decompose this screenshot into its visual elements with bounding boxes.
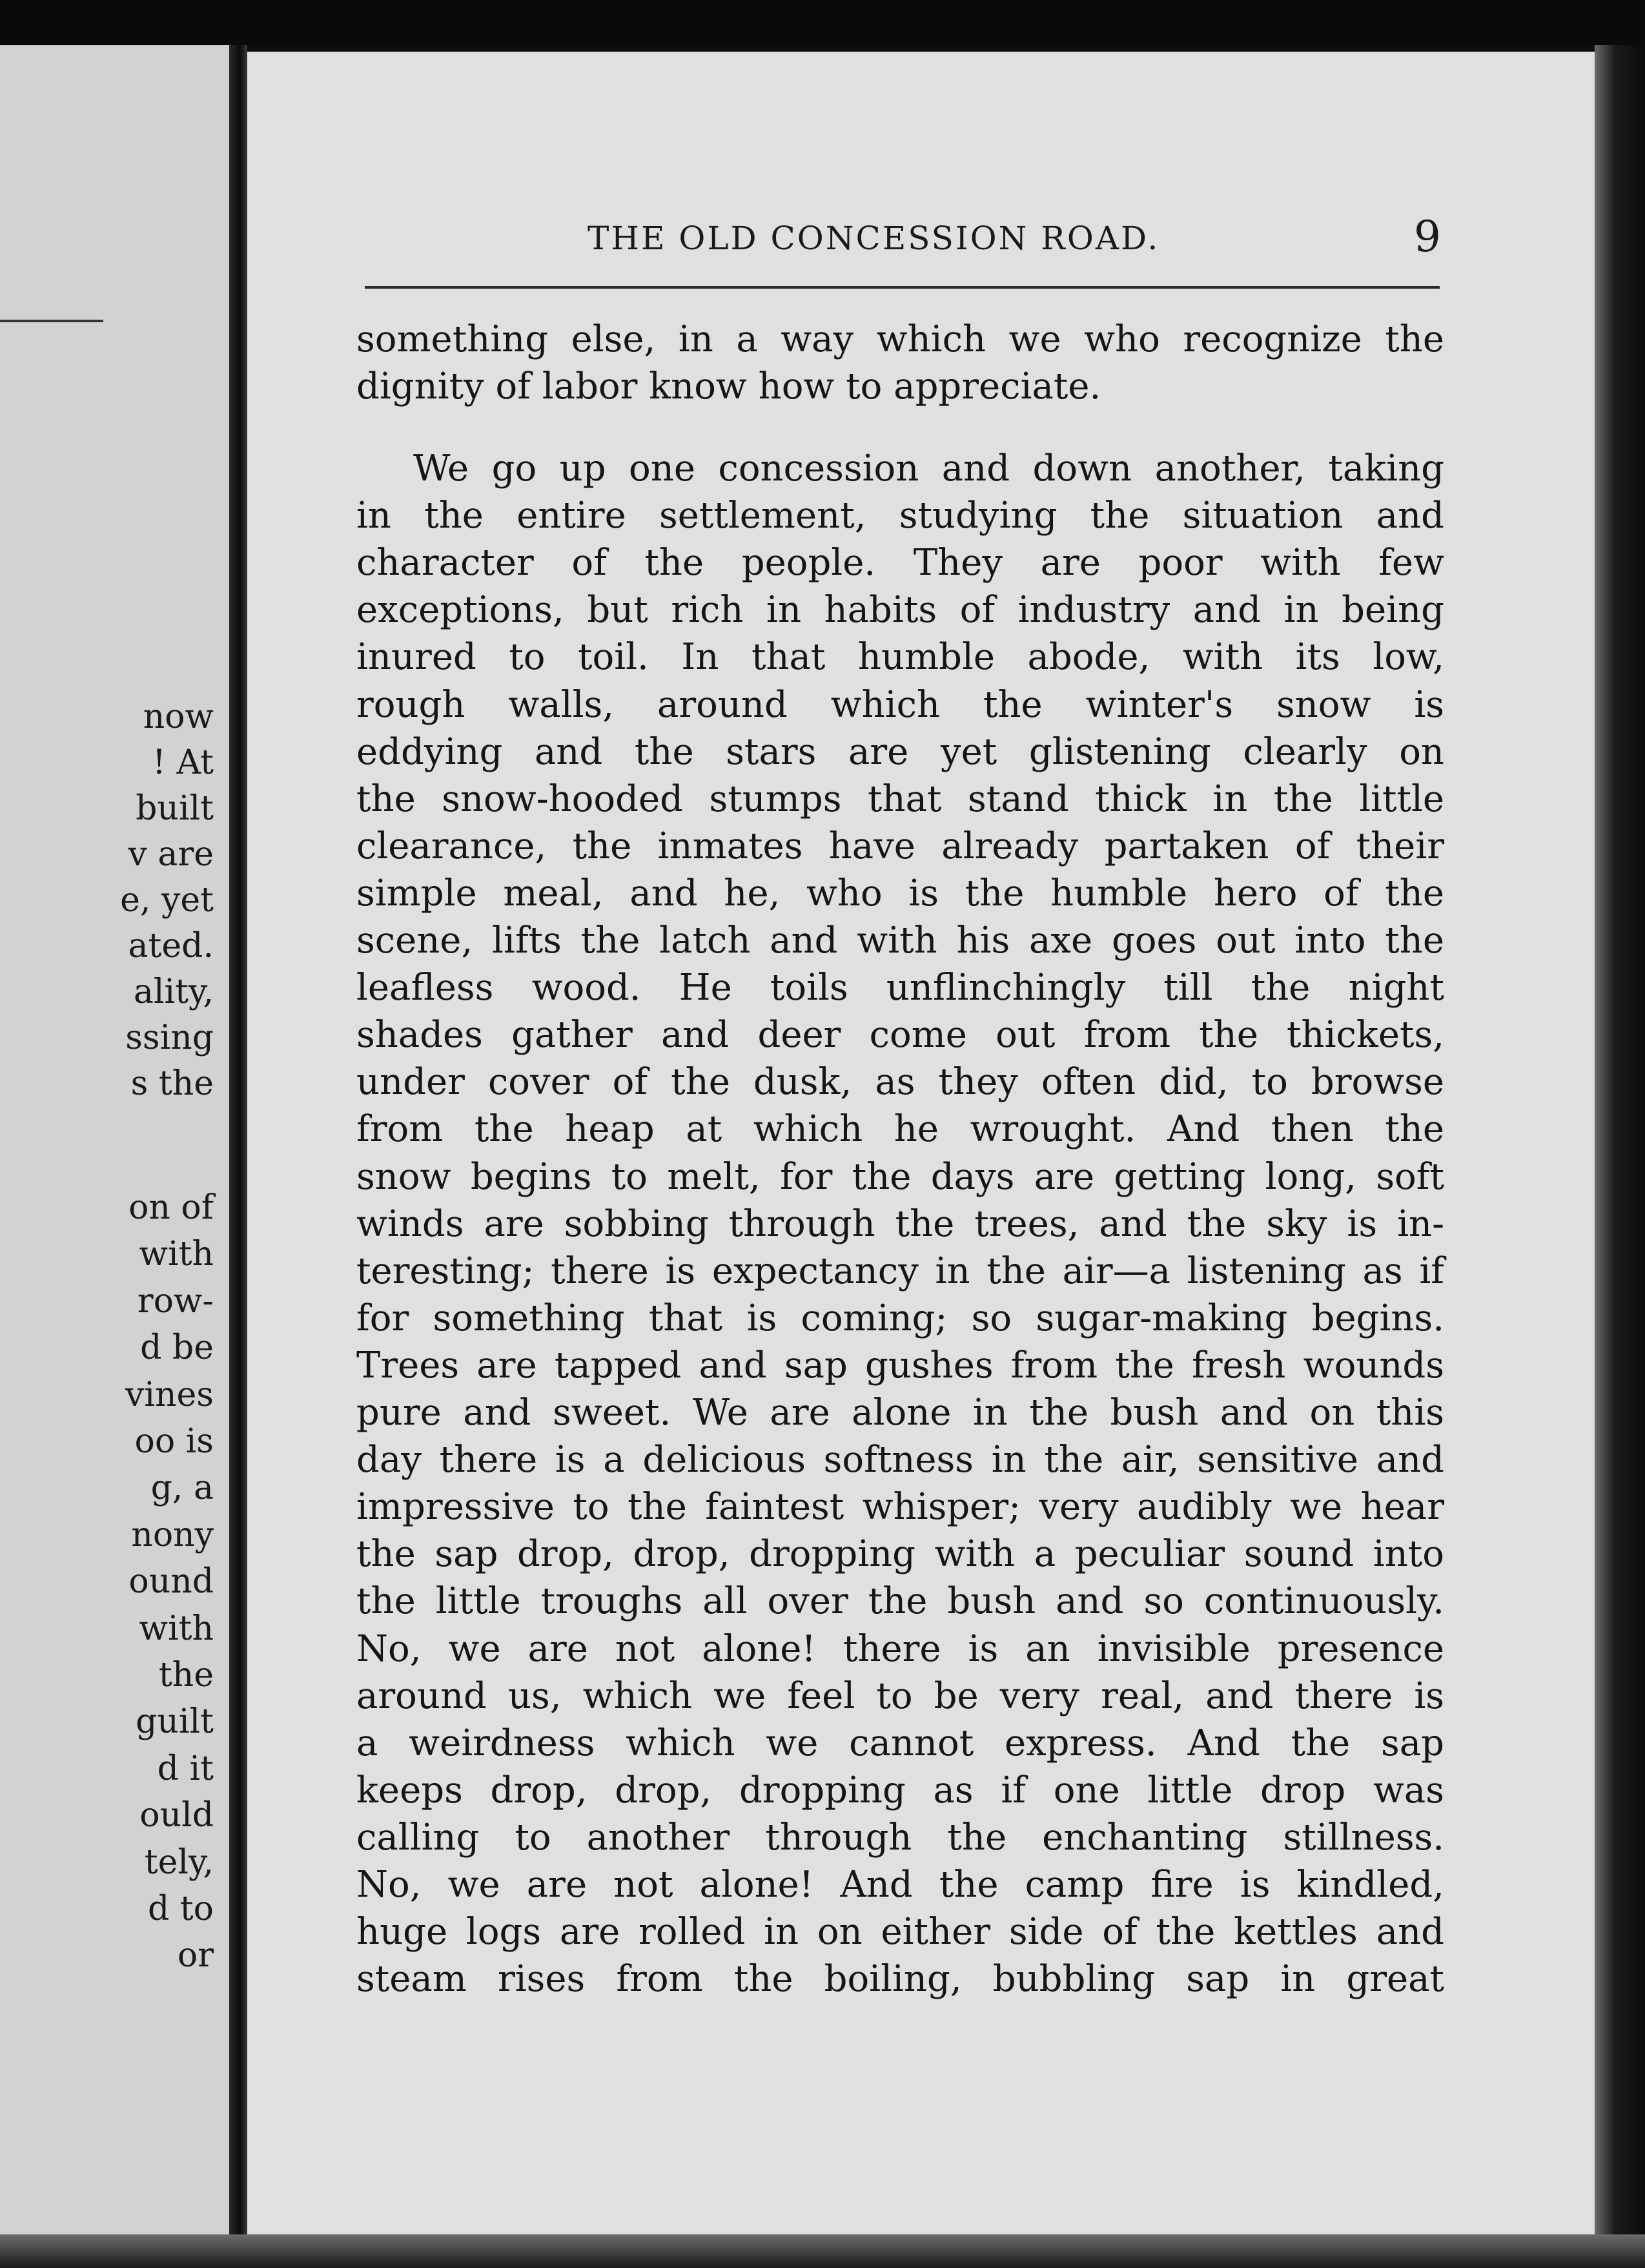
text-line: shades gather and deer come out from the thickets, [356,1014,1444,1057]
left-page-fragment: ! At [152,743,214,782]
text-line: inured to toil. In that humble abode, with its low, [356,636,1444,679]
left-page-fragment: v are [128,835,214,874]
header-rule [365,286,1440,289]
text-line: exceptions, but rich in habits of industry and in being [356,589,1444,632]
left-page-fragment: on of [128,1188,214,1227]
left-page-fragment: now [143,697,214,736]
left-page-fragment: tely, [144,1842,214,1882]
text-line: a weirdness which we cannot express. And the sap [356,1722,1444,1764]
text-line: leafless wood. He toils unflinchingly till the night [356,967,1444,1009]
text-line: around us, which we feel to be very real, and there is [356,1675,1444,1717]
left-page-fragment: row- [137,1281,214,1321]
left-page-fragment: ound [128,1562,214,1602]
text-line: We go up one concession and down another, taking [413,448,1444,490]
left-page-fragment: ould [139,1796,214,1835]
text-line: under cover of the dusk, as they often did, to browse [356,1061,1444,1104]
left-page-fragment: guilt [136,1702,214,1742]
text-line: the snow-hooded stumps that stand thick in the little [356,778,1444,820]
left-page [0,45,229,2241]
text-line: winds are sobbing through the trees, and the sky is in- [356,1202,1444,1245]
book-spine [229,45,247,2267]
left-page-fragment: vines [125,1375,214,1414]
text-line: pure and sweet. We are alone in the bush and on this [356,1392,1444,1434]
text-line: day there is a delicious softness in the air, sensitive and [356,1439,1444,1481]
left-page-fragment: oo is [134,1422,214,1461]
left-page-fragment: g, a [150,1469,214,1508]
left-page-fragment: d to [147,1890,214,1928]
left-page-fragment: or [177,1936,214,1975]
text-line: steam rises from the boiling, bubbling sap in great [356,1958,1444,2001]
running-title: THE OLD CONCESSION ROAD. [588,220,1160,257]
text-line: snow begins to melt, for the days are getting long, soft [356,1155,1444,1198]
left-page-fragment: ality, [133,973,214,1011]
text-line: No, we are not alone! And the camp fire is kindled, [356,1864,1444,1906]
page-number: 9 [1414,212,1441,262]
text-line: rough walls, around which the winter's snow is [356,683,1444,726]
left-page-fragment: s the [130,1064,214,1103]
scan-bottom-border [0,2234,1645,2268]
text-line: keeps drop, drop, dropping as if one little drop was [356,1769,1444,1811]
left-page-fragment: the [158,1656,214,1695]
text-line: the little troughs all over the bush and so continuously. [356,1580,1444,1623]
text-line: clearance, the inmates have already partaken of their [356,825,1444,867]
left-page-rule [0,320,103,322]
text-line: something else, in a way which we who recognize the [356,318,1444,360]
scan-top-border [0,0,1645,45]
text-line: the sap drop, drop, dropping with a peculiar sound into [356,1533,1444,1576]
page-edge-shadow [1595,45,1645,2268]
text-line: eddying and the stars are yet glistening clearly on [356,730,1444,773]
text-line: No, we are not alone! there is an invisible presence [356,1627,1444,1670]
text-line: in the entire settlement, studying the situation and [356,495,1444,537]
left-page-fragment: built [136,789,214,828]
text-line: for something that is coming; so sugar-making begins. [356,1297,1444,1339]
left-page-fragment: nony [131,1515,214,1554]
text-line: teresting; there is expectancy in the air—a listening as if [356,1250,1444,1292]
text-line: Trees are tapped and sap gushes from the fresh wounds [356,1344,1444,1387]
left-page-fragment: d it [157,1749,214,1788]
text-line: scene, lifts the latch and with his axe goes out into the [356,920,1444,962]
text-line: from the heap at which he wrought. And then the [356,1108,1444,1151]
left-page-fragment: with [139,1235,214,1274]
text-line: simple meal, and he, who is the humble hero of the [356,872,1444,914]
text-line: calling to another through the enchanting stillness. [356,1816,1444,1859]
left-page-fragment: d be [140,1328,214,1368]
text-line: impressive to the faintest whisper; very audibly we hear [356,1486,1444,1529]
left-page-fragment: ated. [128,927,214,965]
text-line: huge logs are rolled in on either side of the kettles and [356,1911,1444,1954]
text-line: character of the people. They are poor with few [356,542,1444,584]
left-page-fragment: ssing [125,1018,214,1057]
text-line: dignity of labor know how to appreciate. [356,366,1101,408]
left-page-fragment: with [139,1609,214,1648]
left-page-fragment: e, yet [120,881,214,920]
